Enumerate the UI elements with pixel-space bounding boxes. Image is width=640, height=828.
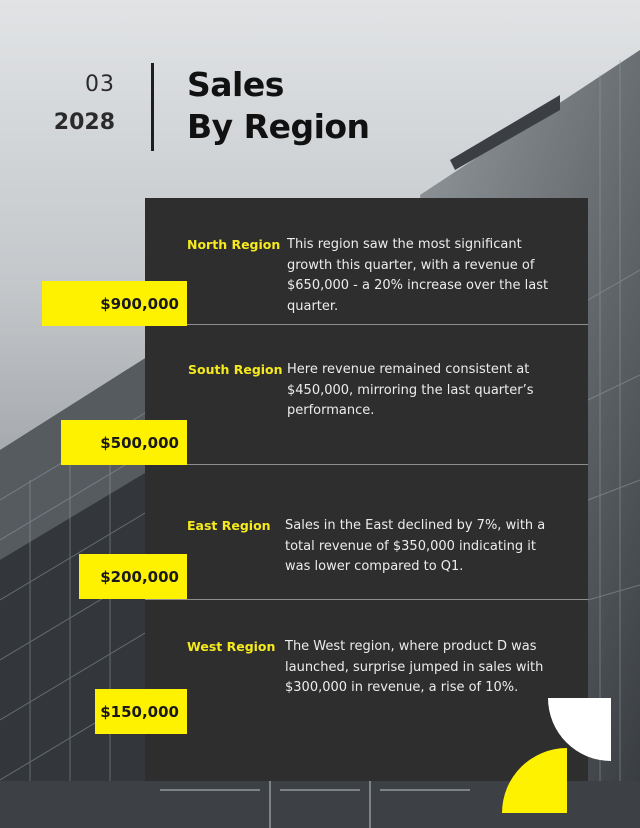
region-name-south: South Region: [188, 362, 283, 377]
region-description-north: This region saw the most significant growth this quarter, with a revenue of $650,000 - a 20% increase over the last quarter.: [287, 237, 549, 314]
amount-badge-north: $900,000: [42, 281, 187, 326]
row-divider: [145, 464, 588, 465]
region-description-east: Sales in the East declined by 7%, with a total revenue of $350,000 indicating it was lower compared to Q1.: [285, 518, 546, 574]
region-description-south: Here revenue remained consistent at $450,000, mirroring the last quarter’s performance.: [287, 362, 534, 418]
page-title: [187, 64, 370, 148]
amount-badge-south: $500,000: [61, 420, 187, 465]
region-name-west: West Region: [187, 639, 276, 654]
section-number: 03: [85, 72, 115, 97]
amount-badge-west: $150,000: [95, 689, 187, 734]
row-divider: [145, 324, 588, 325]
header-divider: [151, 63, 154, 151]
amount-badge-east: $200,000: [79, 554, 187, 599]
year-label: 2028: [53, 110, 115, 135]
title-line-2: By Region: [187, 107, 370, 146]
title-line-1: Sales: [187, 65, 284, 104]
region-description-west: The West region, where product D was launched, surprise jumped in sales with $300,000 in revenue, a rise of 10%.: [285, 639, 544, 695]
region-name-north: North Region: [187, 237, 281, 252]
row-divider: [145, 599, 588, 600]
region-name-east: East Region: [187, 518, 271, 533]
